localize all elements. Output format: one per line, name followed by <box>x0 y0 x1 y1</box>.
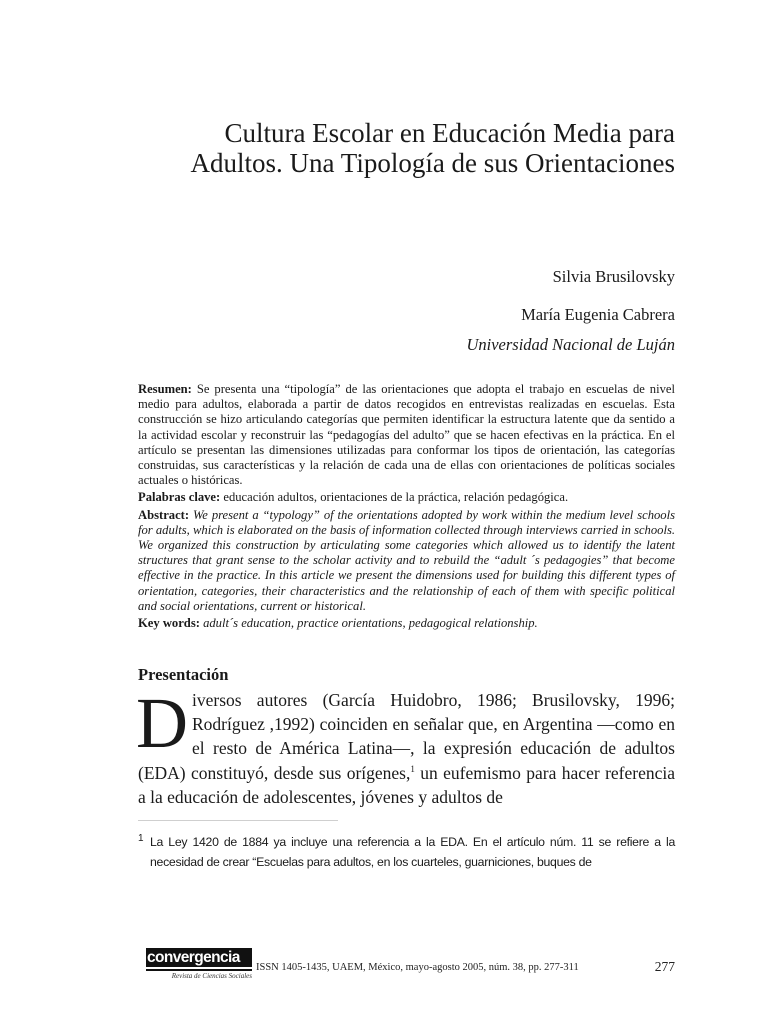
abstract-paragraph <box>138 508 675 614</box>
journal-logo-bar <box>146 969 252 971</box>
footnote-text: La Ley 1420 de 1884 ya incluye una referencia a la EDA. En el artículo núm. 11 se refiere a la necesidad de crear “Escuelas para adultos, en los cuarteles, guarniciones, buques de <box>150 835 675 869</box>
palabras-clave-paragraph <box>138 490 675 505</box>
journal-logo-wordmark: convergencia <box>146 948 252 967</box>
author-name: Silvia Brusilovsky <box>552 267 675 286</box>
footnote-reference[interactable]: 1 <box>410 763 415 774</box>
abstract-text: We present a “typology” of the orientations adopted by work within the medium level schools for adults, which is elaborated on the basis of information collected through interviews carried in schools. We organized this construction by articulating some categories which allowed us to identify the latent structures that grant sense to the scholar activity and to rebuild the “adult ´s pedagogies” that become effective in the practice. In this article we present the dimensions used for building this different types of orientation, categories, their characteristics and the relationship of each of them with specific political and social orientations, current or historical. <box>138 507 675 613</box>
abstract-label: Abstract: <box>138 507 190 522</box>
journal-logo-subtitle: Revista de Ciencias Sociales <box>171 972 252 980</box>
drop-cap: D <box>136 683 188 763</box>
palabras-clave-label: Palabras clave: <box>138 490 221 505</box>
abstract-block <box>138 382 675 633</box>
journal-logo <box>146 948 252 984</box>
footnote-number: 1 <box>138 833 144 844</box>
palabras-clave-text: educación adultos, orientaciones de la práctica, relación pedagógica. <box>220 490 569 505</box>
keywords-label: Key words: <box>138 616 200 631</box>
body-paragraph <box>136 683 675 809</box>
resumen-text: Se presenta una “tipología” de las orientaciones que adopta el trabajo en escuelas de nivel medio para adultos, elaborada a partir de datos recogidos en entrevistas realizadas en escuelas. Esta construcción se hizo articulando categorías que permiten identificar la estructura latente que da sentido a la actividad escolar y reconstruir las “pedagogías del adulto” que se hacen efectivas en la práctica. En el artículo se presentan las dimensiones utilizadas para conformar los tipos de orientación, las categorías construidas, sus características y la relación de cada una de ellas con orientaciones de políticas sociales actuales o históricas. <box>138 382 675 488</box>
resumen-paragraph <box>138 382 675 488</box>
footnote <box>138 832 675 872</box>
author-name: María Eugenia Cabrera <box>521 305 675 324</box>
body-text-part: un eufemismo para hacer referencia a la educación de adolescentes, jóvenes y adultos de <box>138 762 675 807</box>
author-affiliation: Universidad Nacional de Luján <box>466 335 675 354</box>
page-number: 277 <box>654 959 675 974</box>
body-text-part: iversos autores (García Huidobro, 1986; Brusilovsky, 1996; Rodríguez ,1992) coinciden en señalar que, en Argentina —como en el resto de América Latina—, la expresión educación de adultos (EDA) constituyó, desde sus orígenes, <box>138 690 675 783</box>
keywords-paragraph <box>138 616 675 631</box>
footnote-divider <box>138 820 338 821</box>
issn-citation: ISSN 1405-1435, UAEM, México, mayo-agosto 2005, núm. 38, pp. 277-311 <box>256 962 579 973</box>
article-title: Cultura Escolar en Educación Media para Adultos. Una Tipología de sus Orientaciones <box>190 118 675 178</box>
keywords-text: adult´s education, practice orientations, pedagogical relationship. <box>199 616 538 631</box>
resumen-label: Resumen: <box>138 382 192 396</box>
section-heading: Presentación <box>138 665 229 684</box>
